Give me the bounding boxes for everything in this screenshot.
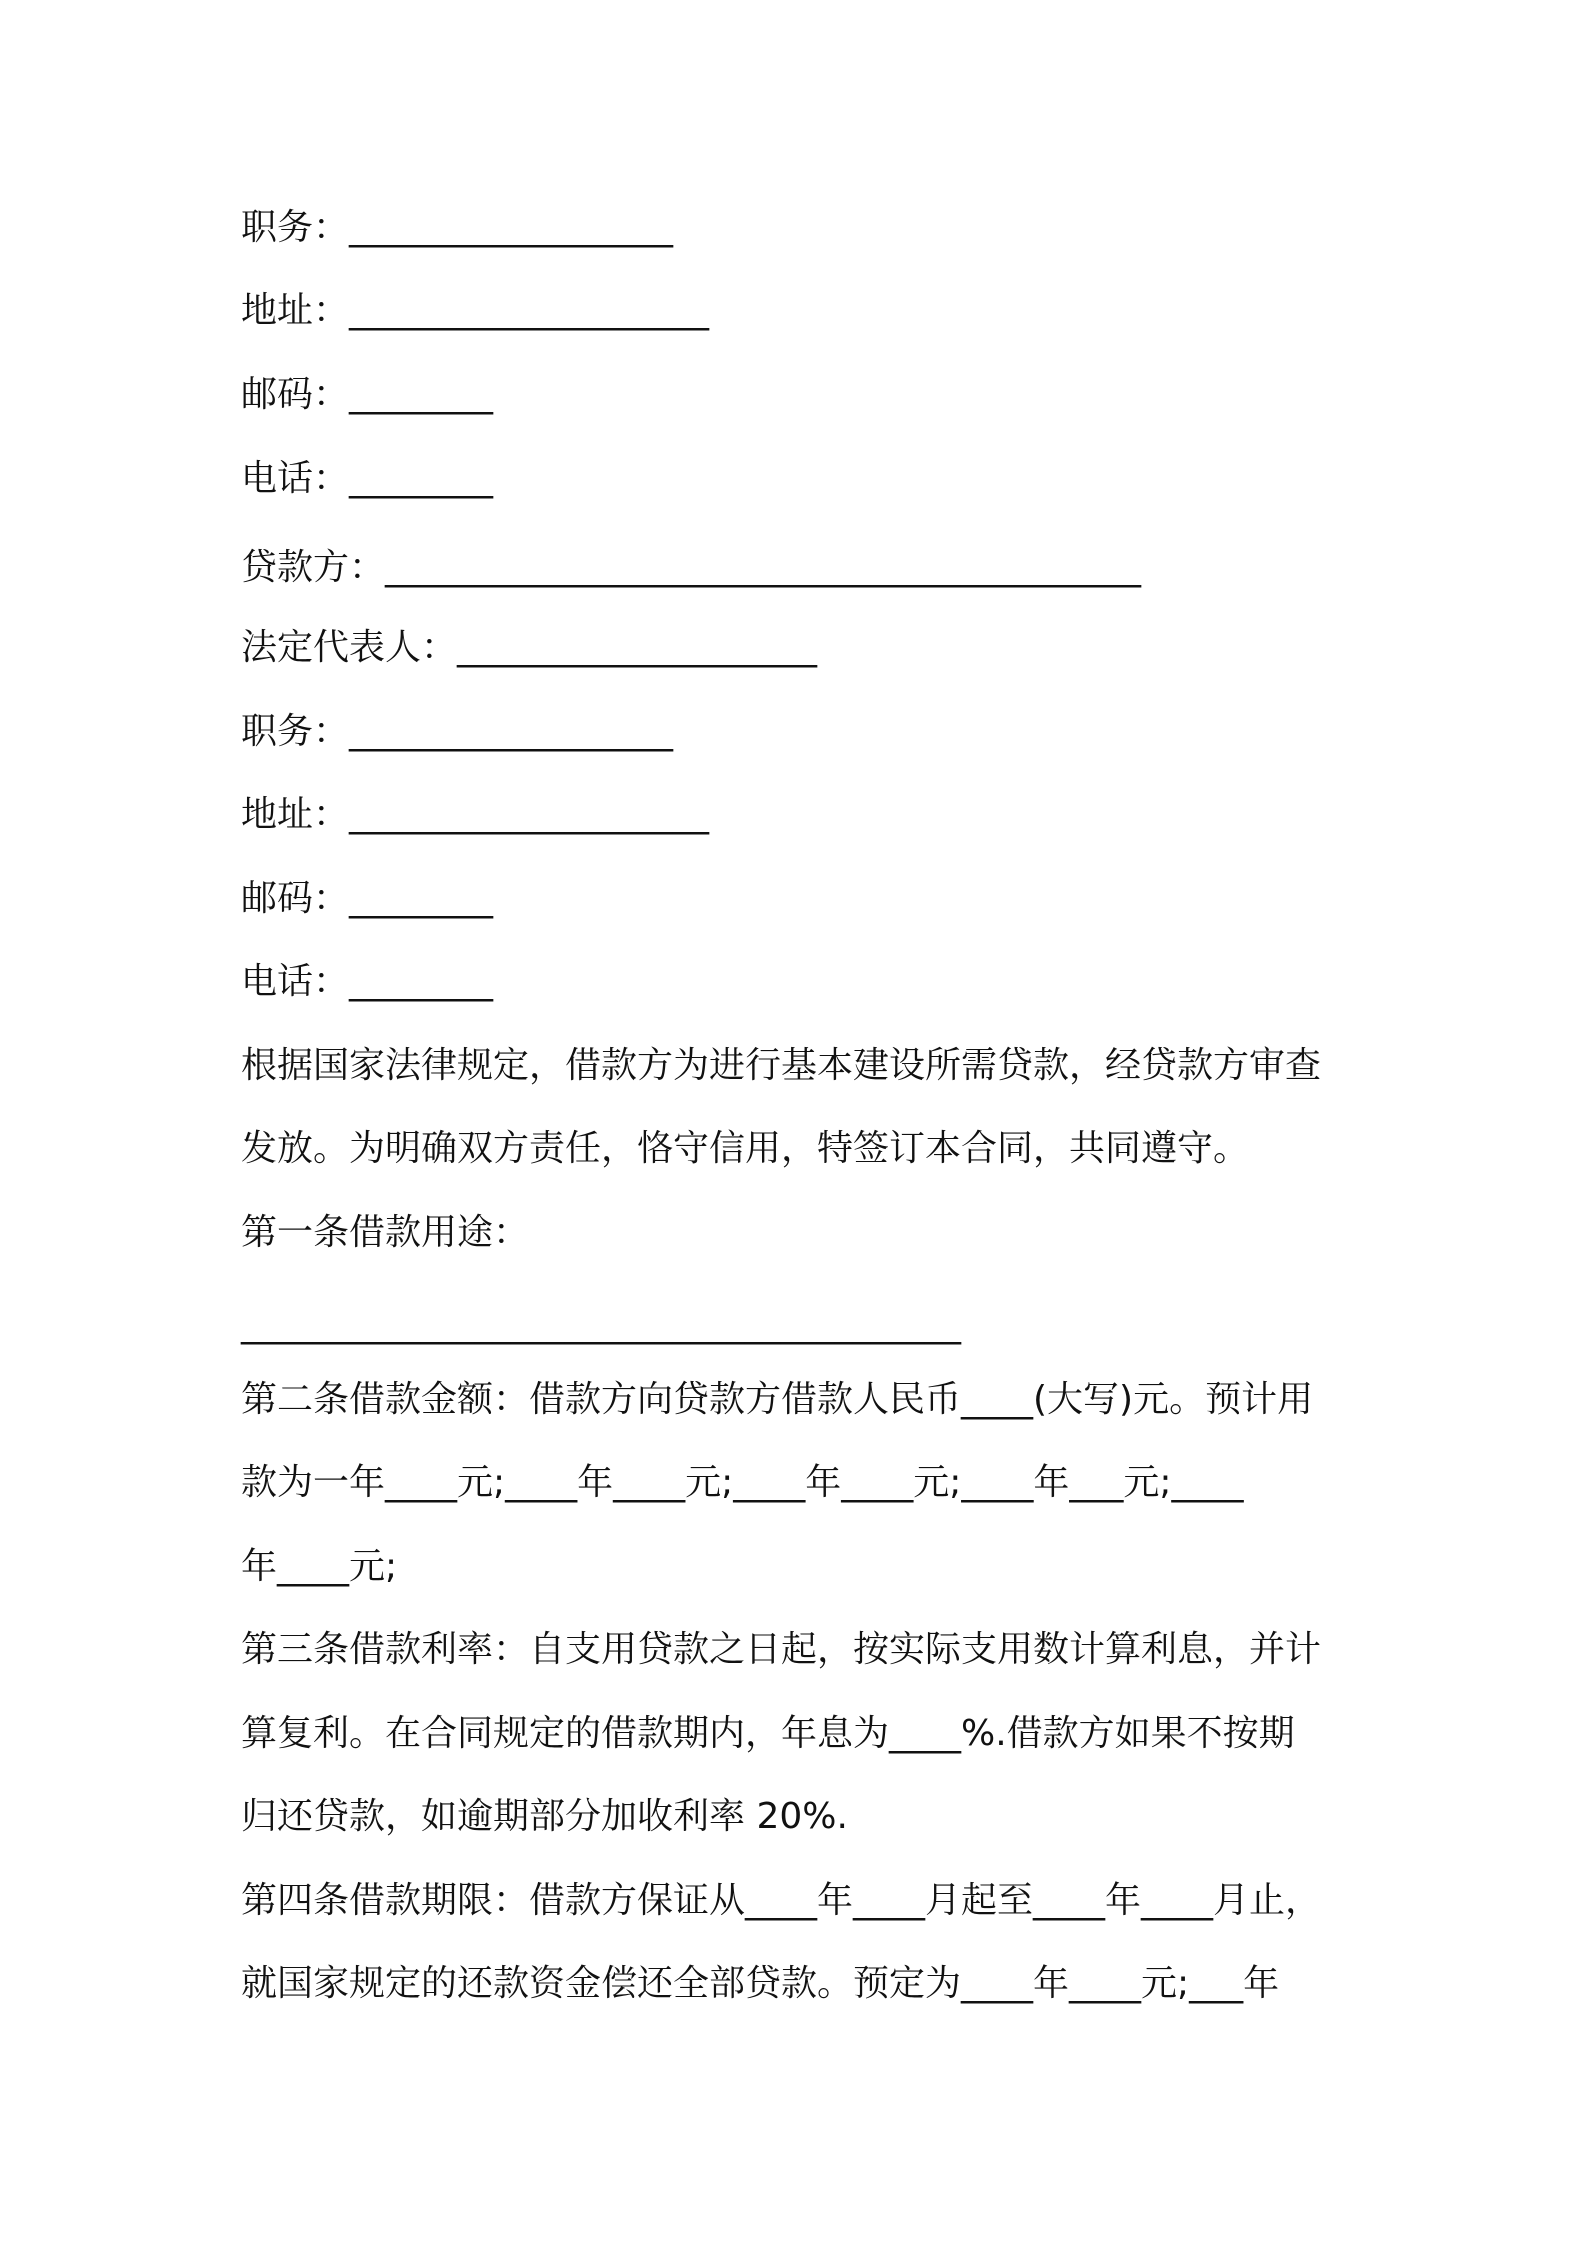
article-2-line-1: 第二条借款金额：借款方向贷款方借款人民币____(大写)元。预计用: [241, 1379, 1314, 1420]
lender-line: 贷款方：__________________________________________: [241, 547, 1142, 588]
article-2-line-3: 年____元;: [241, 1546, 398, 1587]
article-4-line-2: 就国家规定的还款资金偿还全部贷款。预定为____年____元;___年: [241, 1963, 1280, 2004]
article-3-line-2: 算复利。在合同规定的借款期内，年息为____%.借款方如果不按期: [241, 1713, 1295, 1754]
preamble-line-2: 发放。为明确双方责任，恪守信用，特签订本合同，共同遵守。: [241, 1128, 1250, 1169]
article-4-line-1: 第四条借款期限：借款方保证从____年____月起至____年____月止，: [241, 1880, 1322, 1921]
article-2-line-2: 款为一年____元;____年____元;____年____元;____年___元;____: [241, 1462, 1244, 1503]
lender-position-line: 职务：__________________: [241, 711, 674, 752]
article-3-line-1: 第三条借款利率：自支用贷款之日起，按实际支用数计算利息，并计: [241, 1629, 1322, 1670]
borrower-address-line: 地址：____________________: [241, 290, 710, 331]
article-1-blank: ________________________________________: [241, 1304, 961, 1345]
borrower-position-line: 职务：__________________: [241, 207, 674, 248]
article-3-line-3: 归还贷款，如逾期部分加收利率 20%.: [241, 1796, 848, 1837]
borrower-postcode-line: 邮码：________: [241, 374, 494, 415]
lender-phone-line: 电话：________: [241, 961, 494, 1002]
lender-representative-line: 法定代表人：____________________: [241, 627, 818, 668]
article-1-title: 第一条借款用途：: [241, 1212, 530, 1253]
lender-postcode-line: 邮码：________: [241, 878, 494, 919]
borrower-phone-line: 电话：________: [241, 458, 494, 499]
lender-address-line: 地址：____________________: [241, 794, 710, 835]
preamble-line-1: 根据国家法律规定，借款方为进行基本建设所需贷款，经贷款方审查: [241, 1045, 1322, 1086]
